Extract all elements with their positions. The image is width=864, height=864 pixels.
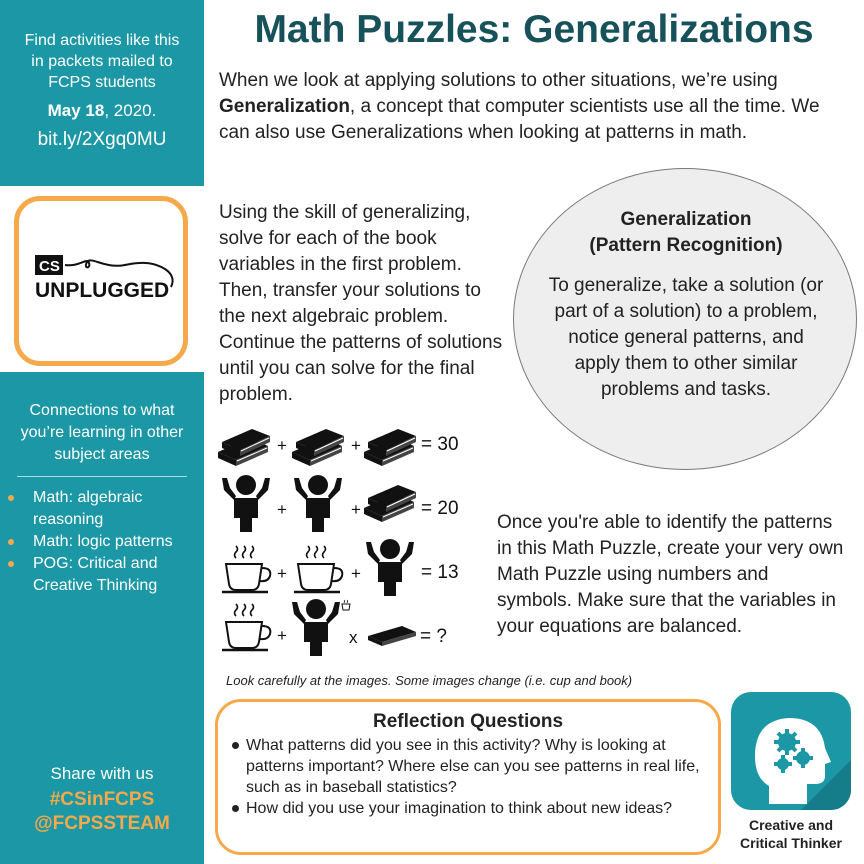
- list-item: [8, 531, 204, 553]
- logo-unplugged-text: UNPLUGGED: [35, 279, 170, 302]
- multiply-operator: x: [349, 628, 358, 647]
- info-line-3: FCPS students: [48, 74, 156, 91]
- page-title: Math Puzzles: Generalizations: [254, 8, 814, 51]
- intro-bold: Generalization: [219, 96, 350, 117]
- cs-unplugged-logo-icon: [25, 253, 181, 309]
- list-item: [8, 553, 204, 597]
- plus-operator: +: [277, 626, 287, 645]
- reflection-box: [215, 699, 721, 855]
- connections-title: Connections to what you’re learning in other subject areas: [20, 402, 184, 463]
- connection-text: POG: Critical and Creative Thinking: [33, 555, 158, 594]
- connection-text: Math: algebraic reasoning: [33, 489, 143, 528]
- row-2-result: = 20: [421, 498, 459, 519]
- coffee-cup-icon: [294, 544, 346, 596]
- coffee-cup-icon: [222, 602, 274, 654]
- circle-title-line-1: Generalization: [620, 209, 752, 230]
- book-stack-icon: [290, 426, 348, 470]
- list-item: [232, 798, 706, 819]
- twitter-handle[interactable]: @FCPSSTEAM: [34, 813, 170, 834]
- intro-part-1: When we look at applying solutions to other situations, we’re using: [219, 70, 778, 91]
- bullet-icon: [232, 742, 239, 749]
- generalization-circle: [513, 168, 857, 470]
- logo-cs-text: CS: [39, 258, 60, 275]
- date-line: [0, 101, 204, 121]
- book-stack-icon: [362, 482, 420, 526]
- head-gears-icon: [731, 692, 851, 810]
- badge-label-line-1: Creative and: [748, 817, 834, 833]
- hashtag[interactable]: #CSinFCPS: [49, 789, 155, 810]
- puzzle-note: Look carefully at the images. Some images change (i.e. cup and book): [226, 673, 633, 688]
- circle-title-line-2: (Pattern Recognition): [589, 235, 783, 256]
- connection-text: Math: logic patterns: [33, 533, 173, 550]
- info-line-2: in packets mailed to: [31, 53, 173, 70]
- plus-operator: +: [277, 564, 287, 583]
- person-icon: [364, 538, 416, 598]
- row-4-result: = ?: [420, 626, 447, 647]
- creative-thinker-badge: [731, 692, 851, 810]
- bullet-icon: [8, 539, 14, 545]
- list-item: [8, 487, 204, 531]
- connections-panel: [0, 372, 204, 864]
- intro-part-2: , a concept that computer scientists use all the time. We can also use Generalizations when looking at patterns in math.: [219, 96, 820, 143]
- person-icon: [292, 474, 344, 534]
- create-puzzle-paragraph: Once you're able to identify the patterns in this Math Puzzle, create your very own Math Puzzle using numbers and symbols. Make sure that the variables in your equations are balanced.: [497, 512, 844, 637]
- row-1-result: = 30: [421, 434, 459, 455]
- plus-operator: +: [351, 500, 361, 519]
- intro-paragraph: [219, 68, 849, 146]
- reflection-question: How did you use your imagination to think about new ideas?: [246, 800, 673, 817]
- list-item: [232, 735, 706, 798]
- badge-label: [722, 816, 860, 852]
- plus-operator: +: [277, 436, 287, 455]
- coffee-cup-icon: [222, 544, 274, 596]
- activities-link[interactable]: bit.ly/2Xgq0MU: [37, 129, 167, 150]
- date-bold: May 18: [47, 101, 105, 120]
- reflection-list: [218, 733, 718, 819]
- date-rest: , 2020.: [104, 101, 157, 120]
- info-line-1: Find activities like this: [24, 32, 180, 49]
- badge-label-line-2: Critical Thinker: [740, 835, 842, 851]
- reflection-question: What patterns did you see in this activity? Why is looking at patterns important? Where else can you see patterns in real life, such as in baseball statistics?: [246, 737, 700, 796]
- bullet-icon: [8, 561, 14, 567]
- bullet-icon: [232, 805, 239, 812]
- math-puzzle: [216, 422, 486, 660]
- cs-unplugged-logo: [14, 196, 188, 366]
- plus-operator: +: [351, 564, 361, 583]
- circle-title: [514, 207, 858, 259]
- book-stack-icon: [216, 426, 274, 470]
- plus-operator: +: [351, 436, 361, 455]
- book-stack-icon: [362, 426, 420, 470]
- reflection-title: Reflection Questions: [372, 711, 564, 732]
- bullet-icon: [8, 495, 14, 501]
- share-label: Share with us: [50, 764, 154, 783]
- instructions-paragraph: Using the skill of generalizing, solve for each of the book variables in the first problem. Then, transfer your solutions to the next algebraic problem. Continue the patterns of solutions until you can solve for the final problem.: [219, 202, 503, 405]
- connections-list: [0, 477, 204, 597]
- sidebar: [0, 0, 204, 864]
- single-book-icon: [366, 626, 418, 648]
- person-with-cup-icon: [290, 598, 352, 658]
- plus-operator: +: [277, 500, 287, 519]
- row-3-result: = 13: [421, 562, 459, 583]
- circle-body: To generalize, take a solution (or part of a solution) to a problem, notice general patterns, and apply them to other similar problems and tasks.: [548, 275, 824, 400]
- share-section: [0, 764, 204, 835]
- info-panel: [0, 0, 204, 186]
- person-icon: [220, 474, 272, 534]
